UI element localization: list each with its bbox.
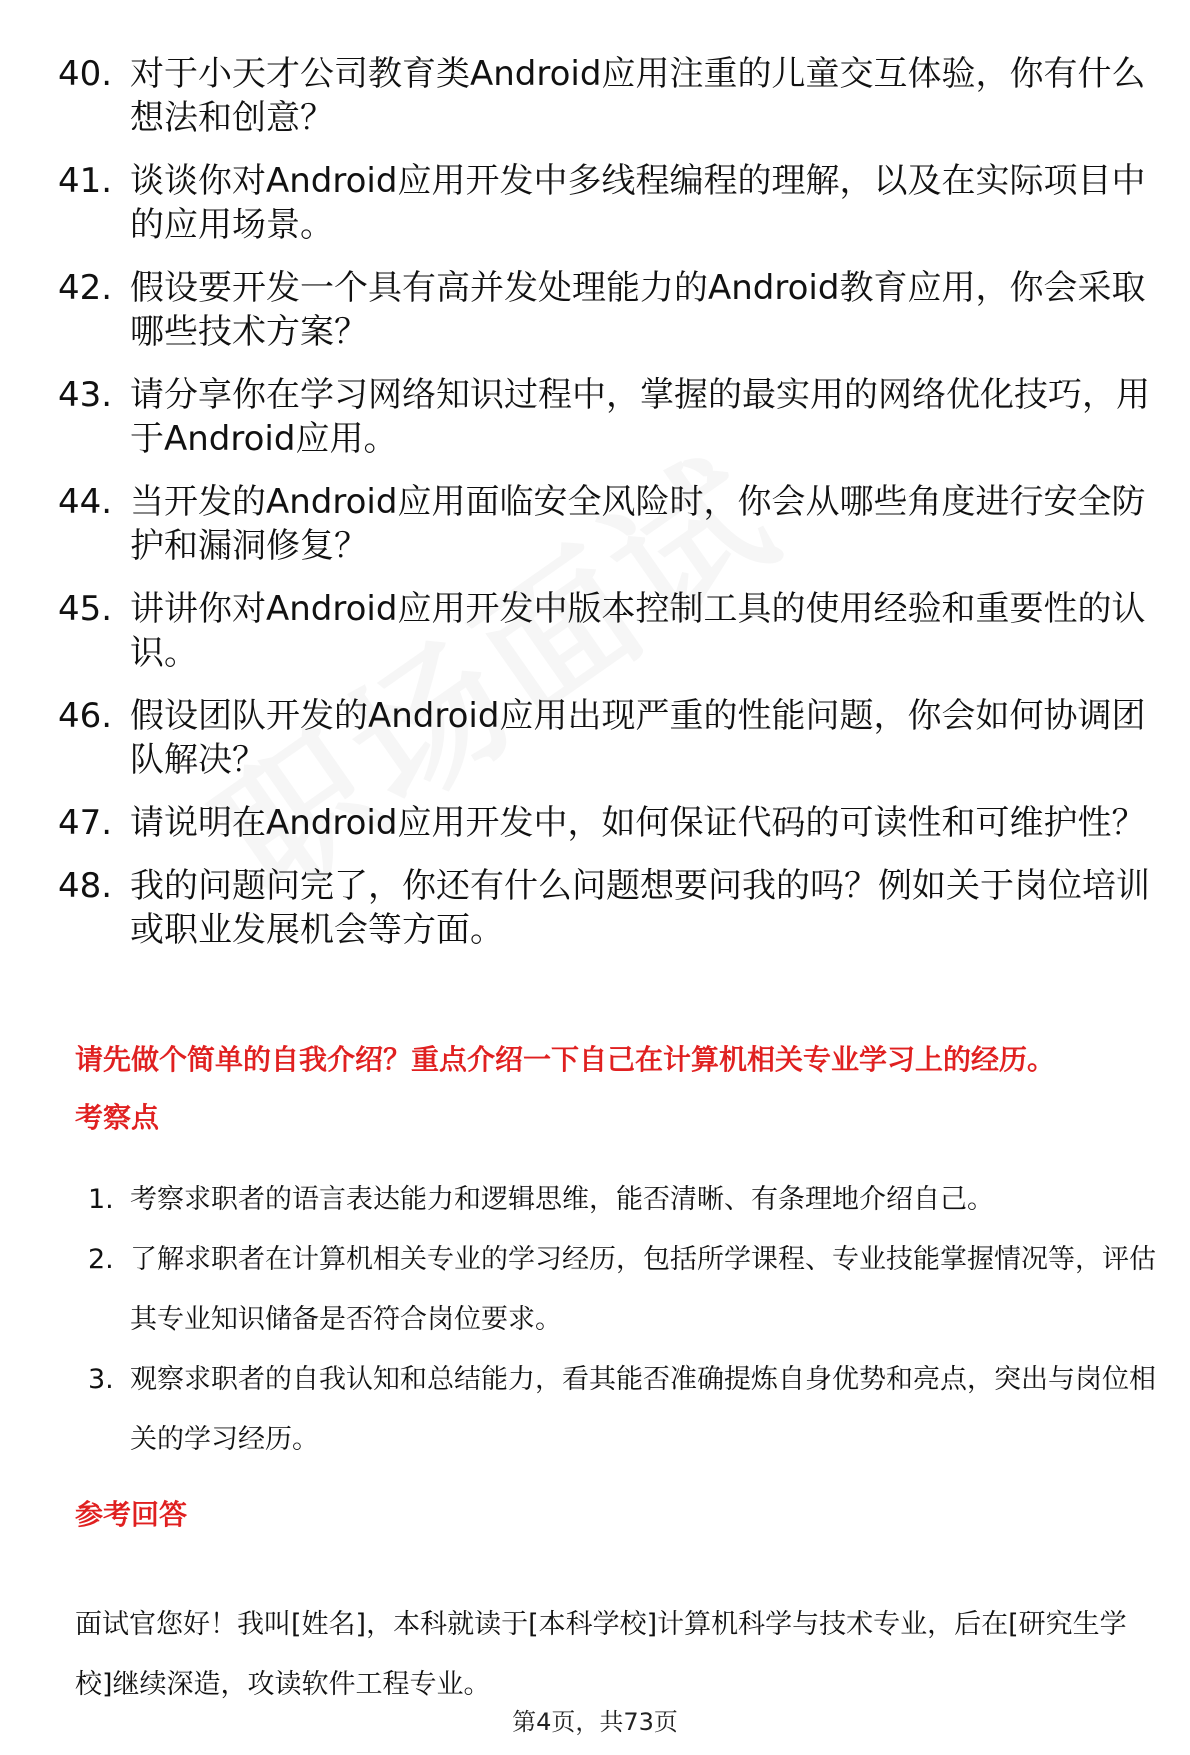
list-item (58, 373, 1168, 461)
list-item (58, 694, 1168, 782)
item-text: 假设团队开发的Android应用出现严重的性能问题，你会如何协调团队解决？ (130, 696, 1146, 780)
item-number: 44. (58, 482, 113, 522)
item-text: 观察求职者的自我认知和总结能力，看其能否准确提炼自身优势和亮点，突出与岗位相关的学习经历。 (130, 1364, 1156, 1455)
points-list (88, 1170, 1168, 1470)
item-text: 考察求职者的语言表达能力和逻辑思维，能否清晰、有条理地介绍自己。 (130, 1184, 994, 1215)
list-item (88, 1230, 1168, 1350)
list-item (58, 52, 1168, 140)
item-text: 了解求职者在计算机相关专业的学习经历，包括所学课程、专业技能掌握情况等，评估其专业知识储备是否符合岗位要求。 (130, 1244, 1156, 1335)
item-number: 45. (58, 589, 113, 629)
item-number: 43. (58, 375, 113, 415)
item-text: 讲讲你对Android应用开发中版本控制工具的使用经验和重要性的认识。 (130, 589, 1146, 673)
list-item (58, 801, 1168, 845)
list-item (58, 266, 1168, 354)
page-footer: 第4页，共73页 (512, 1708, 678, 1736)
item-number: 1. (88, 1184, 114, 1215)
item-text: 请说明在Android应用开发中，如何保证代码的可读性和可维护性？ (130, 803, 1146, 843)
item-text: 当开发的Android应用面临安全风险时，你会从哪些角度进行安全防护和漏洞修复？ (130, 482, 1146, 566)
list-item (58, 587, 1168, 675)
question-list (58, 52, 1168, 971)
list-item (88, 1170, 1168, 1230)
answer-paragraph: 面试官您好！我叫[姓名]，本科就读于[本科学校]计算机科学与技术专业，后在[研究生学校]继续深造，攻读软件工程专业。 (75, 1609, 1127, 1700)
item-text: 谈谈你对Android应用开发中多线程编程的理解，以及在实际项目中的应用场景。 (130, 161, 1146, 245)
list-item (58, 864, 1168, 952)
item-text: 请分享你在学习网络知识过程中，掌握的最实用的网络优化技巧，用于Android应用。 (130, 375, 1150, 459)
list-item (58, 159, 1168, 247)
item-text: 我的问题问完了，你还有什么问题想要问我的吗？例如关于岗位培训或职业发展机会等方面。 (130, 866, 1150, 950)
item-number: 46. (58, 696, 113, 736)
item-number: 40. (58, 54, 113, 94)
list-item (88, 1350, 1168, 1470)
item-text: 假设要开发一个具有高并发处理能力的Android教育应用，你会采取哪些技术方案？ (130, 268, 1146, 352)
main-question-heading: 请先做个简单的自我介绍？重点介绍一下自己在计算机相关专业学习上的经历。 (75, 1043, 1056, 1076)
item-number: 2. (88, 1244, 114, 1275)
item-number: 41. (58, 161, 113, 201)
item-number: 3. (88, 1364, 114, 1395)
item-text: 对于小天才公司教育类Android应用注重的儿童交互体验，你有什么想法和创意？ (130, 54, 1146, 138)
list-item (58, 480, 1168, 568)
section-heading-kaocha: 考察点 (75, 1101, 160, 1134)
item-number: 48. (58, 866, 113, 906)
item-number: 42. (58, 268, 113, 308)
item-number: 47. (58, 803, 113, 843)
section-heading-cankao: 参考回答 (75, 1498, 188, 1531)
